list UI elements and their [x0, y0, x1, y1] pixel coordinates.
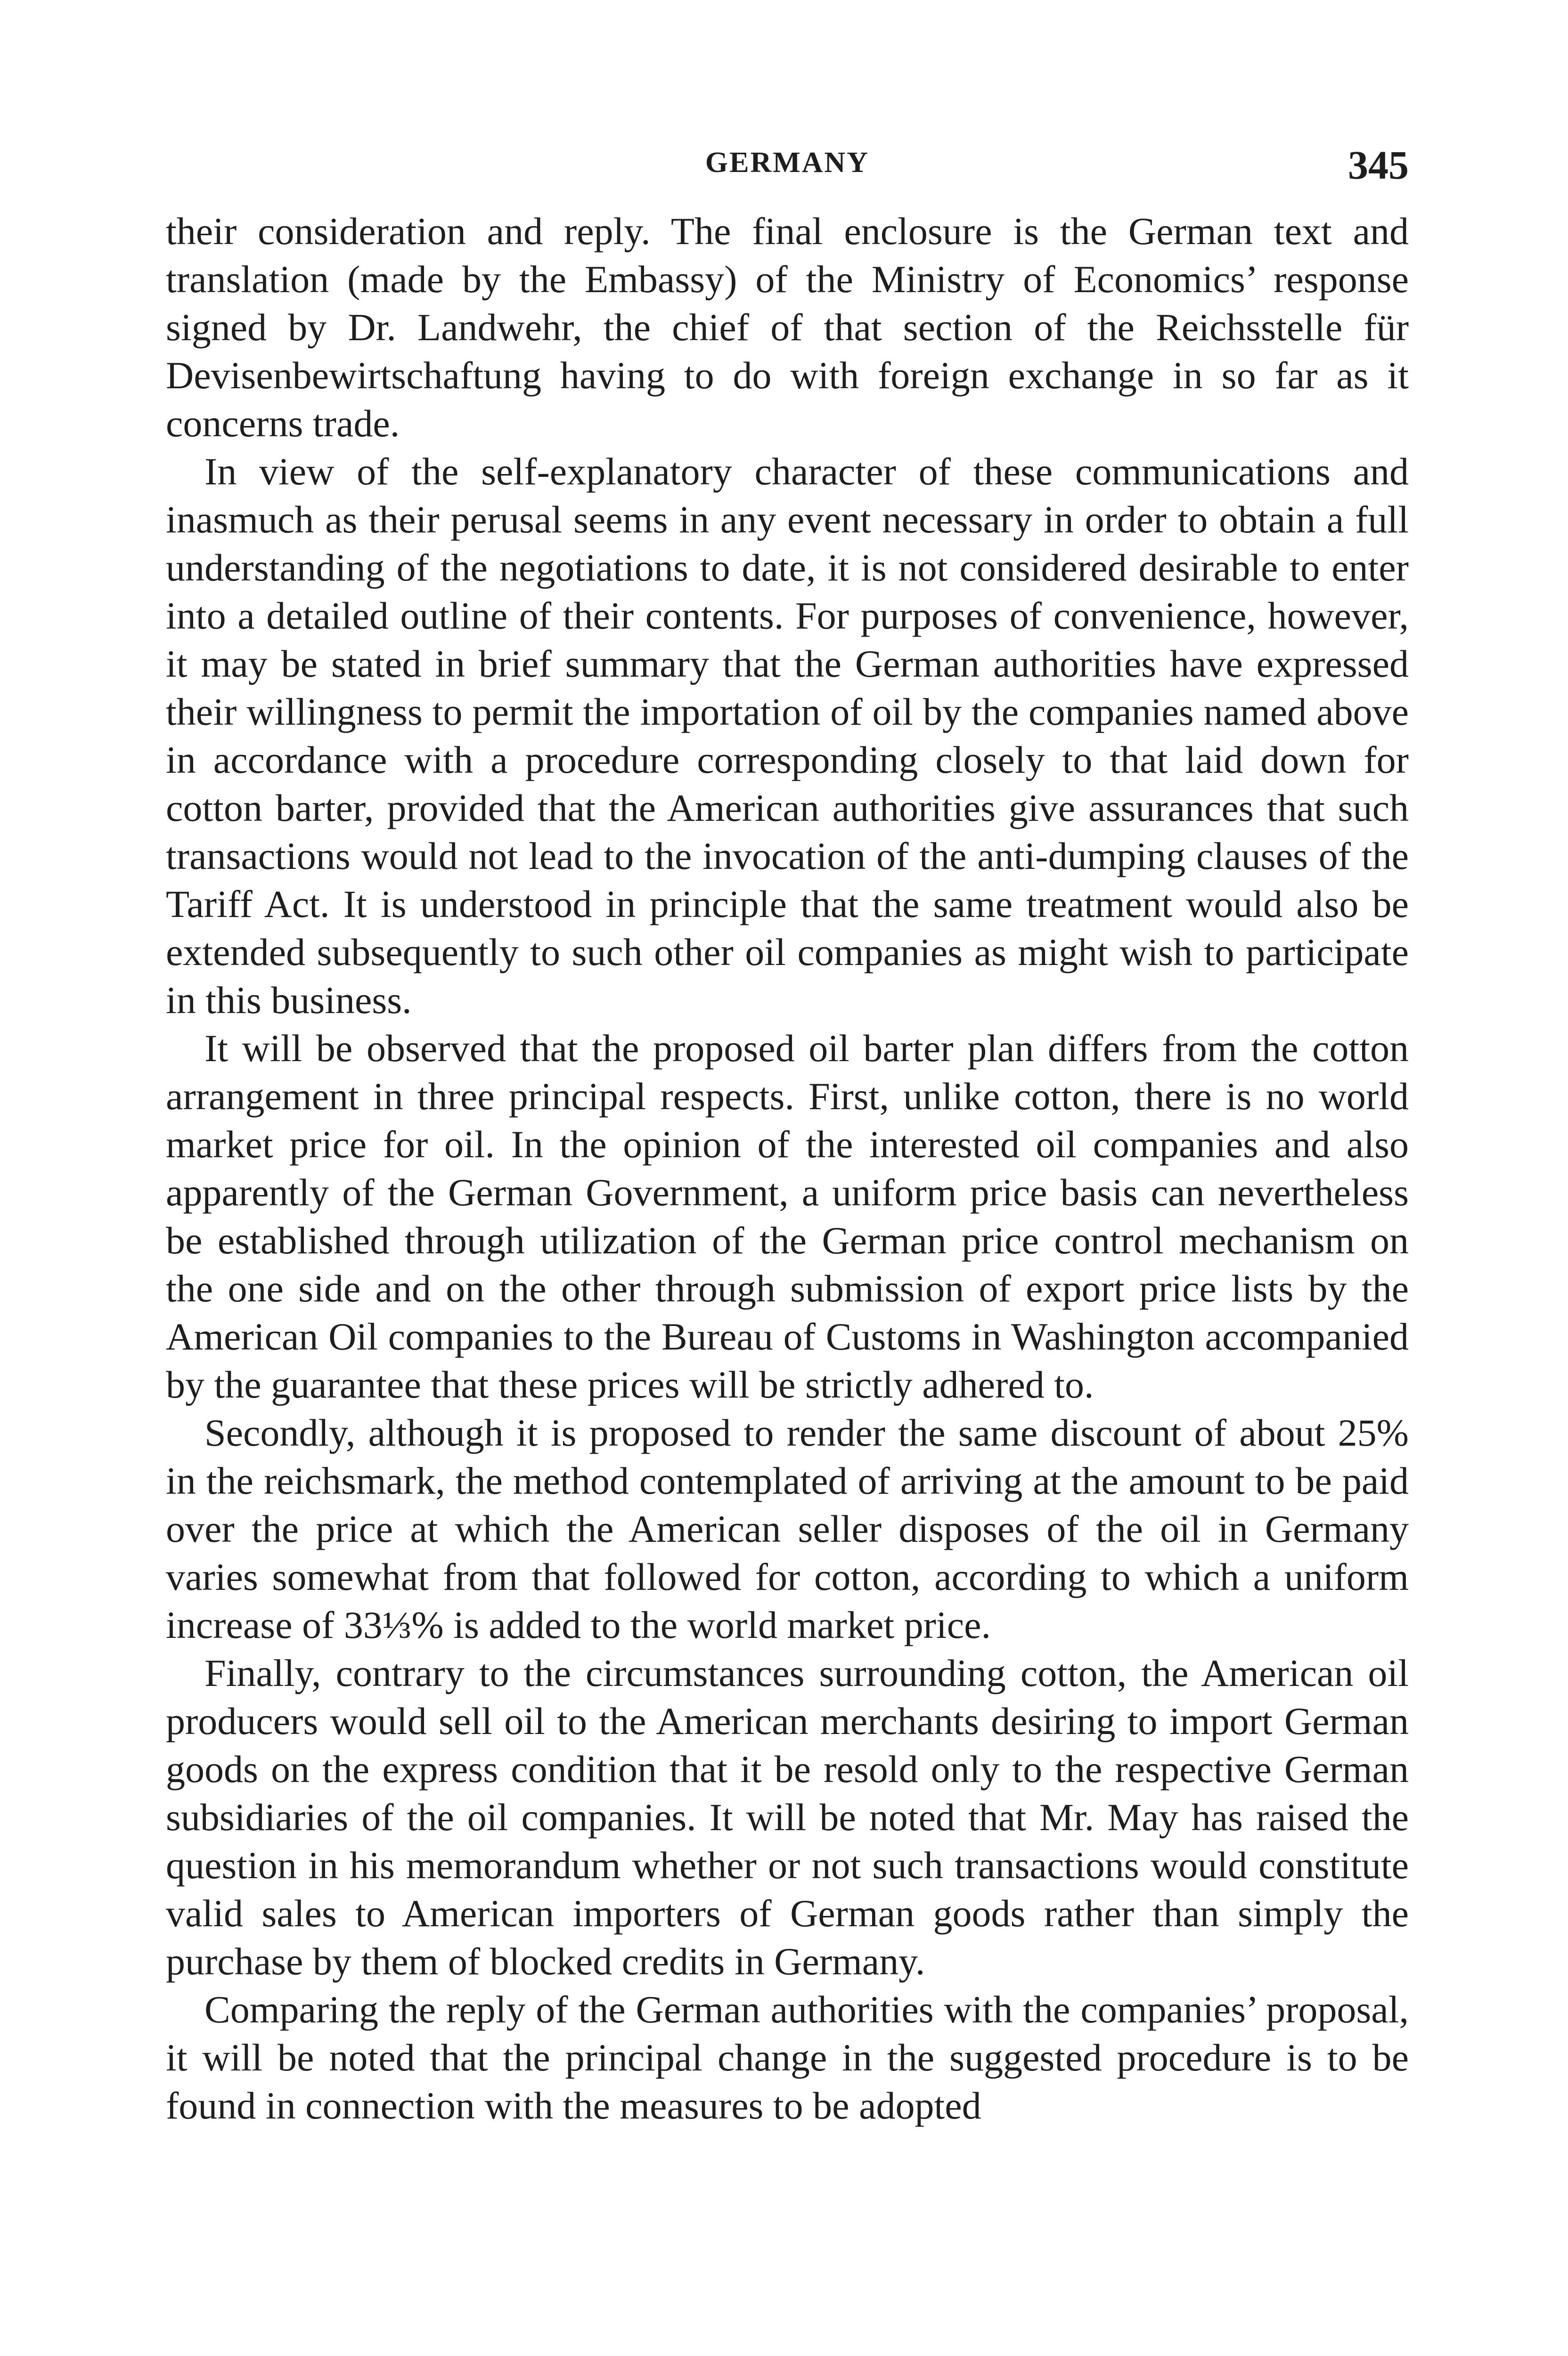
running-head — [166, 141, 1409, 207]
document-page — [166, 141, 1409, 2130]
page-number: 345 — [1348, 142, 1409, 188]
paragraph: In view of the self-explanatory character of these communications and inasmuch as their perusal seems in any event necessary in order to obtain a full understanding of the negotiations to date, it is not considered desirable to enter into a detailed outline of their contents. For purposes of convenience, however, it may be stated in brief summary that the German authorities have expressed their willingness to permit the importation of oil by the companies named above in accordance with a procedure corresponding closely to that laid down for cotton barter, provided that the American authorities give assurances that such transactions would not lead to the invocation of the anti-dumping clauses of the Tariff Act. It is understood in principle that the same treatment would also be extended subsequently to such other oil companies as might wish to participate in this business. — [166, 450, 1409, 1022]
running-title: GERMANY — [705, 147, 870, 179]
paragraph-continuation: their consideration and reply. The final enclosure is the German text and translation (made by the Embassy) of the Ministry of Economics’ response signed by Dr. Landwehr, the chief of that section of the Reichsstelle für Devisenbewirtschaftung having to do with foreign exchange in so far as it concerns trade. — [166, 210, 1409, 445]
paragraph: Comparing the reply of the German authorities with the companies’ proposal, it will be noted that the principal change in the suggested procedure is to be found in connection with the measures to be adopted — [166, 1988, 1409, 2127]
paragraph: Secondly, although it is proposed to render the same discount of about 25% in the reichsmark, the method contemplated of arriving at the amount to be paid over the price at which the American seller disposes of the oil in Germany varies somewhat from that followed for cotton, according to which a uniform increase of 33⅓% is added to the world market price. — [166, 1411, 1409, 1646]
paragraph: Finally, contrary to the circumstances surrounding cotton, the American oil producers would sell oil to the American merchants desiring to import German goods on the express condition that it be resold only to the respective German subsidiaries of the oil companies. It will be noted that Mr. May has raised the question in his memorandum whether or not such transactions would constitute valid sales to American importers of German goods rather than simply the purchase by them of blocked credits in Germany. — [166, 1652, 1409, 1983]
body-text — [166, 207, 1409, 2130]
paragraph: It will be observed that the proposed oil barter plan differs from the cotton arrangement in three principal respects. First, unlike cotton, there is no world market price for oil. In the opinion of the interested oil companies and also apparently of the German Government, a uniform price basis can nevertheless be established through utilization of the German price control mechanism on the one side and on the other through submission of export price lists by the American Oil companies to the Bureau of Customs in Washington accompanied by the guarantee that these prices will be strictly adhered to. — [166, 1027, 1409, 1406]
